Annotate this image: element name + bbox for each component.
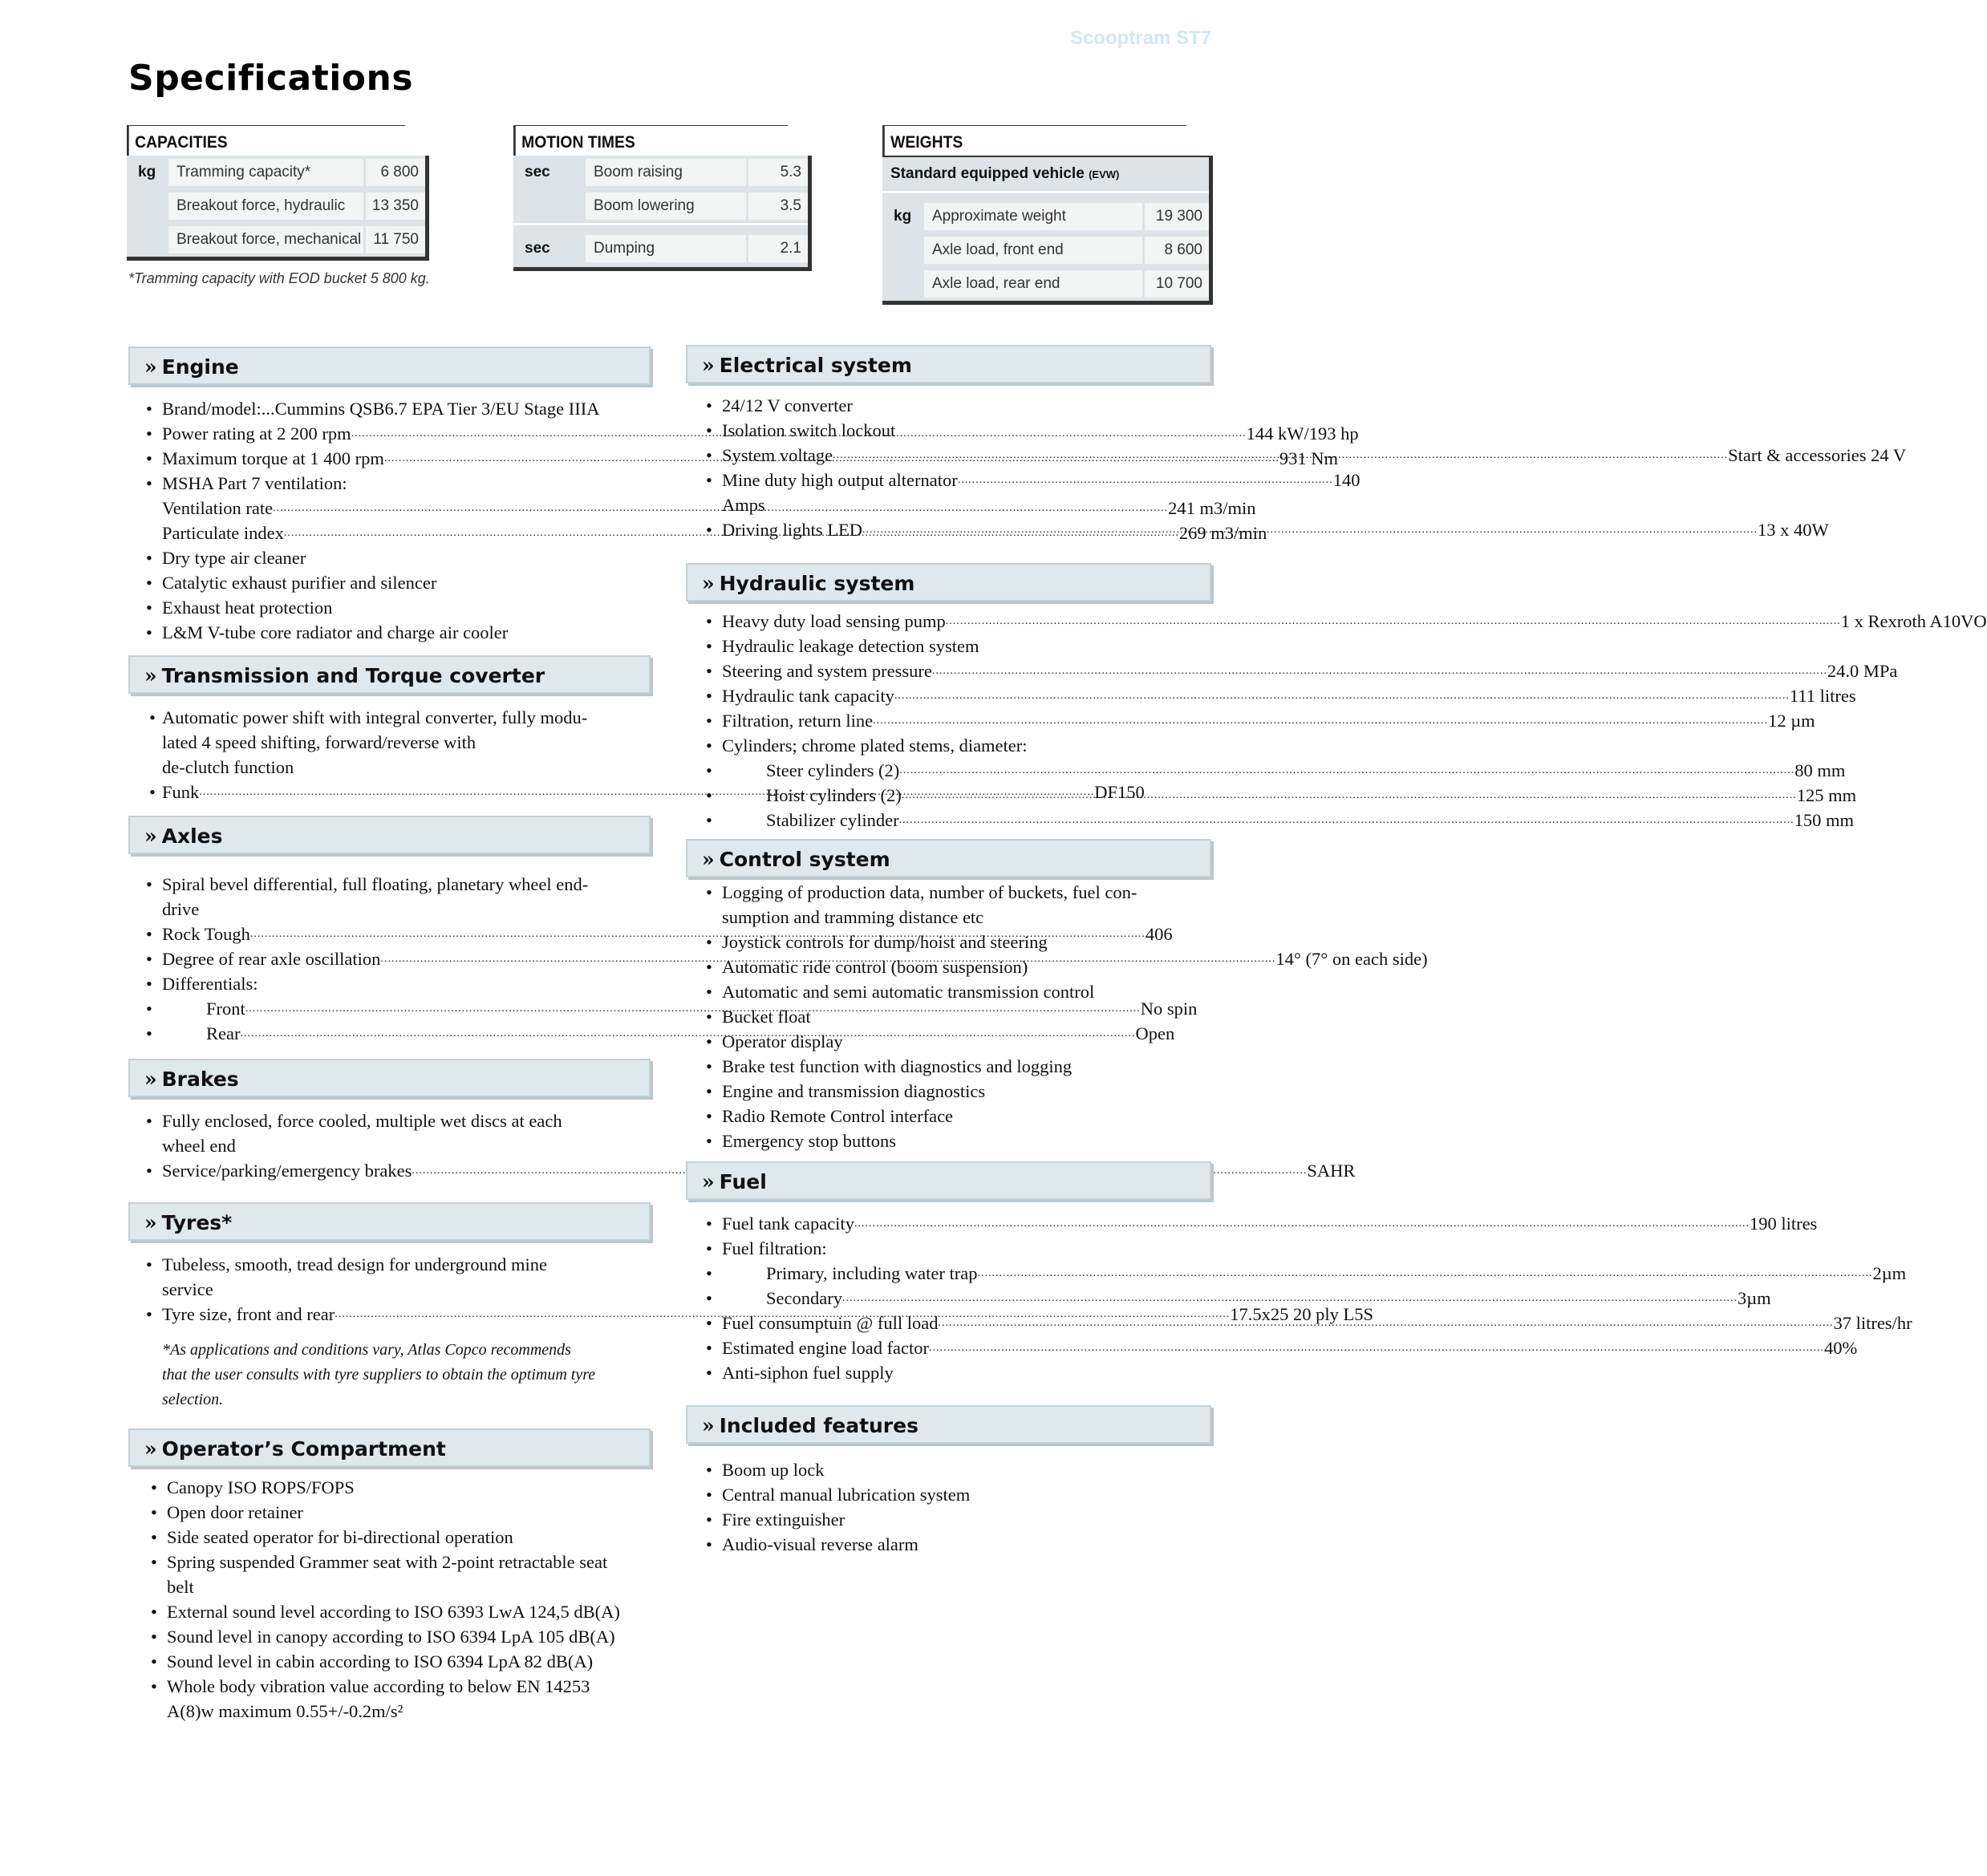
list-item: • Anti-siphon fuel supply [706,1360,1211,1385]
list-item: • System voltage ..... Start & accessories 24 V [706,443,1211,468]
list-item: • Brake test function with diagnostics and logging [706,1054,1211,1079]
row-label: Dumping [586,235,746,262]
row-label: Breakout force, hydraulic [168,192,363,220]
list-item: • Degree of rear axle oscillation ..... 14° (7° on each side) [146,946,648,971]
list-item: • Boom up lock [706,1457,1211,1482]
list-item: • Primary, including water trap ..... 2µm [706,1261,1211,1286]
fuel-heading: » Fuel [686,1161,1211,1200]
list-item: • Power rating at 2 200 rpm ..... 144 kW/193 hp [146,421,651,446]
hydraulic-list [706,609,1987,833]
list-item: • Operator display [706,1029,1211,1054]
list-item: • External sound level according to ISO 6393 LwA 124,5 dB(A) [151,1599,664,1624]
list-item: • Engine and transmission diagnostics [706,1079,1211,1104]
electrical-heading: » Electrical system [686,345,1211,383]
list-item: • Exhaust heat protection [146,595,651,620]
list-item: • Steering and system pressure ..... 24.0 MPa [706,658,1211,683]
list-item: • Rear ..... Open [146,1021,648,1046]
list-item: • Filtration, return line ..... 12 µm [706,708,1211,733]
weights-subtitle: Standard equipped vehicle (EVW) [882,157,1209,193]
unit-label: sec [525,164,550,180]
table-row [513,156,808,189]
included-list [706,1457,1211,1557]
list-item: • L&M V-tube core radiator and charge air cooler [146,620,651,645]
row-label: Axle load, rear end [924,270,1142,298]
capacities-title: CAPACITIES [127,125,405,156]
list-item: • Radio Remote Control interface [706,1104,1211,1128]
row-label: Boom raising [586,159,746,186]
row-value: 8 600 [1145,237,1209,264]
list-item: • Canopy ISO ROPS/FOPS [151,1475,664,1500]
list-item: • Hydraulic leakage detection system [706,634,1211,658]
list-item: • Joystick controls for dump/hoist and steering [706,930,1211,954]
axles-heading: » Axles [128,816,651,854]
table-row [127,156,425,189]
motion-times-table [513,125,812,271]
operator-heading: » Operator’s Compartment [128,1428,651,1467]
table-row [513,189,808,223]
row-value: 13 350 [366,192,425,220]
row-value: 11 750 [366,226,425,253]
list-item: • Spiral bevel differential, full floating, planetary wheel end- drive [146,872,648,922]
list-item: • 24/12 V converter [706,393,1211,418]
list-item: • Rock Tough ..... 406 [146,922,648,946]
capacities-footnote: *Tramming capacity with EOD bucket 5 800 kg. [128,270,430,286]
tyres-note: *As applications and conditions vary, Atlas Copco recommends that the user consults with tyre suppliers to obtain the optimum tyre selection. [162,1341,596,1408]
list-item: • Dry type air cleaner [146,545,651,570]
motion-times-title: MOTION TIMES [513,125,788,156]
included-heading: » Included features [686,1405,1211,1444]
table-row [127,223,425,257]
list-item: • Fire extinguisher [706,1507,1211,1532]
list-item: • MSHA Part 7 ventilation: [146,471,651,496]
list-item: • Fully enclosed, force cooled, multiple wet discs at each wheel end [146,1108,651,1158]
row-value: 5.3 [748,159,808,186]
row-value: 10 700 [1145,270,1209,298]
list-item: Ventilation rate ..... 241 m3/min [146,496,651,521]
hydraulic-heading: » Hydraulic system [686,563,1211,602]
row-value: 19 300 [1145,203,1209,230]
unit-label: sec [525,240,550,257]
list-item: • Automatic ride control (boom suspension) [706,954,1211,979]
list-item: Particulate index ..... 269 m3/min [146,521,651,545]
row-label: Approximate weight [924,203,1142,230]
list-item: • Service/parking/emergency brakes ..... SAHR [146,1158,651,1183]
list-item: • Front ..... No spin [146,996,648,1021]
table-row [127,189,425,223]
list-item: • Hoist cylinders (2) ..... 125 mm [706,783,1211,808]
list-item: • Cylinders; chrome plated stems, diameter: [706,733,1211,758]
list-item: • Stabilizer cylinder ..... 150 mm [706,808,1211,833]
list-item: • Tyre size, front and rear ..... 17.5x25 20 ply L5S [146,1302,651,1327]
list-item: • Mine duty high output alternator ........................................................................................................ 140 Amps [706,468,1211,517]
list-item: • Emergency stop buttons [706,1128,1211,1153]
list-item: • Tubeless, smooth, tread design for underground mine service [146,1252,651,1302]
list-item: • Catalytic exhaust purifier and silencer [146,570,651,595]
row-label: Axle load, front end [924,237,1142,264]
row-label: Breakout force, mechanical [168,226,363,253]
weights-title: WEIGHTS [882,125,1186,156]
weights-table [882,125,1213,305]
operator-list [151,1475,664,1724]
control-list [706,880,1211,1153]
unit-label: kg [894,208,912,225]
list-item: • Bucket float [706,1004,1211,1029]
list-item: • Automatic power shift with integral converter, fully modu- lated 4 speed shifting, forward/reverse with de-clutch function [149,705,651,780]
list-item: • Steer cylinders (2) ..... 80 mm [706,758,1211,783]
row-value: 6 800 [366,159,425,186]
table-row [882,200,1209,233]
list-item: • Secondary ..... 3µm [706,1286,1211,1311]
capacities-table [127,125,429,261]
engine-heading: » Engine [128,346,651,385]
list-item: • Estimated engine load factor ..... 40% [706,1335,1211,1360]
list-item: • Hydraulic tank capacity ..... 111 litres [706,683,1211,708]
list-item: • Isolation switch lockout [706,418,1211,443]
tyres-heading: » Tyres* [128,1202,651,1241]
list-item: • Side seated operator for bi-directional operation [151,1525,664,1550]
page-title: Specifications [128,58,414,99]
brakes-heading: » Brakes [128,1059,651,1097]
list-item: • Funk ..... DF150 [149,780,651,804]
list-item: • Central manual lubrication system [706,1482,1211,1507]
list-item: • Brand/model:...Cummins QSB6.7 EPA Tier 3/EU Stage IIIA [146,396,651,421]
list-item: • Fuel filtration: [706,1236,1211,1261]
row-label: Tramming capacity* [168,159,363,186]
row-label: Boom lowering [586,192,746,220]
list-item: • Differentials: [146,971,648,996]
list-item: • Sound level in cabin according to ISO 6394 LpA 82 dB(A) [151,1649,664,1674]
list-item: • Maximum torque at 1 400 rpm ..... 931 Nm [146,446,651,471]
transmission-heading: » Transmission and Torque coverter [128,655,651,694]
model-label: Scooptram ST7 [1069,27,1211,49]
unit-label: kg [138,164,156,180]
list-item: • Fuel consumptuin @ full load ..... 37 litres/hr [706,1311,1211,1335]
list-item: • Audio-visual reverse alarm [706,1532,1211,1557]
list-item: • Spring suspended Grammer seat with 2-point retractable seat belt [151,1550,664,1599]
list-item: • Sound level in canopy according to ISO 6394 LpA 105 dB(A) [151,1624,664,1649]
table-row [882,233,1209,267]
table-row [513,232,808,265]
list-item: • Heavy duty load sensing pump ..... 1 x Rexroth A10VO [706,609,1211,634]
list-item: • Open door retainer [151,1500,664,1525]
row-value: 2.1 [748,235,808,262]
list-item: • Fuel tank capacity ..... 190 litres [706,1211,1211,1236]
list-item: • Automatic and semi automatic transmission control [706,979,1211,1004]
row-value: 3.5 [748,192,808,220]
list-item: • Logging of production data, number of buckets, fuel con- sumption and tramming distance etc [706,880,1211,930]
table-row [882,267,1209,301]
list-item: • Whole body vibration value according to below EN 14253 A(8)w maximum 0.55+/-0.2m/s² [151,1674,664,1724]
control-heading: » Control system [686,839,1211,877]
list-item: • Driving lights LED ..... 13 x 40W [706,517,1211,542]
